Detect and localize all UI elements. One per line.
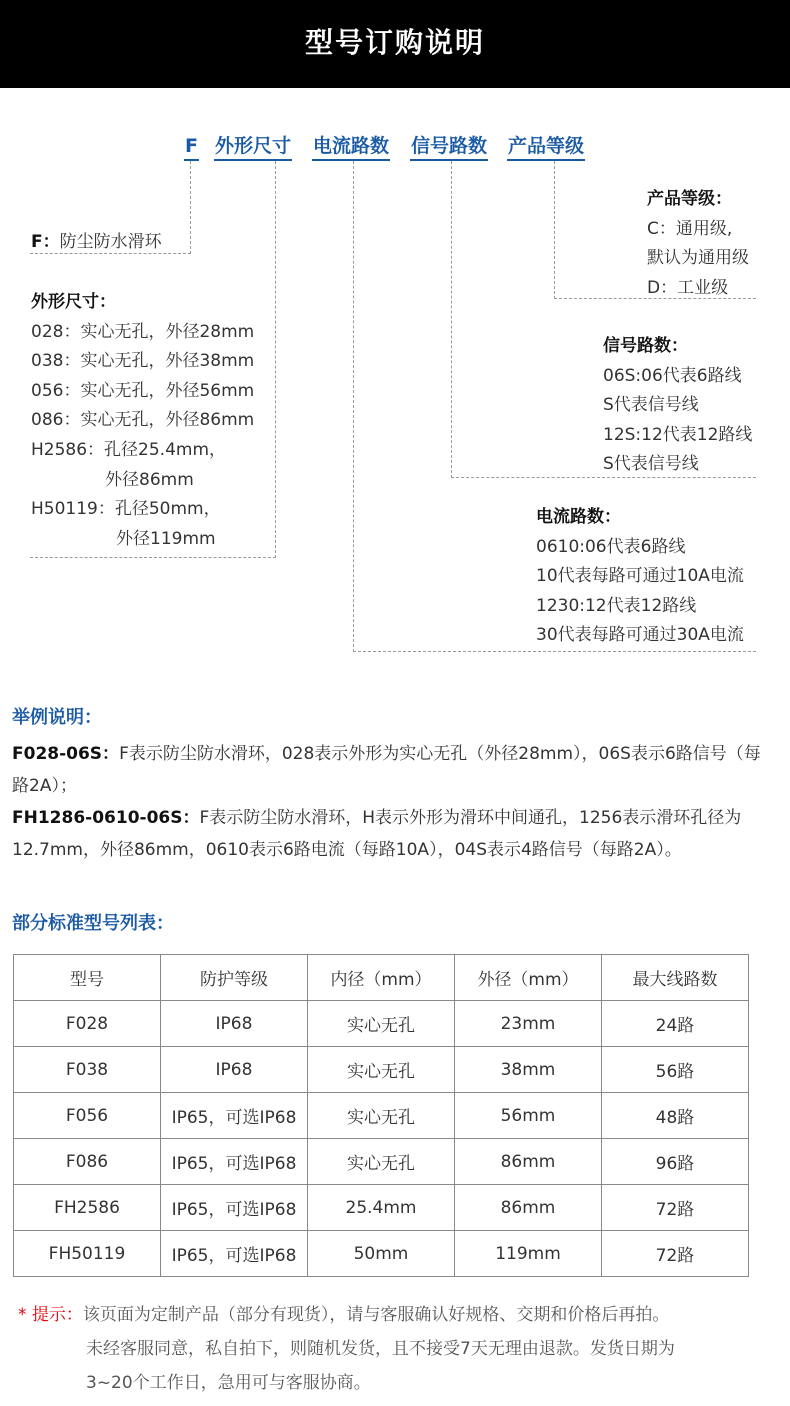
code-part-shape: 外形尺寸	[214, 135, 292, 161]
example-code: F028-06S：	[12, 744, 120, 764]
notice-line: 3~20个工作日，急用可与客服协商。	[86, 1373, 371, 1393]
table-header: 防护等级	[161, 955, 308, 1001]
code-part-current: 电流路数	[312, 135, 390, 161]
table-cell: 86mm	[455, 1185, 602, 1231]
example-item	[12, 802, 772, 866]
notice-line: 该页面为定制产品（部分有现货），请与客服确认好规格、交期和价格后再拍。	[82, 1305, 670, 1325]
table-cell: FH2586	[14, 1185, 161, 1231]
notice-label: * 提示：	[18, 1305, 83, 1325]
table-cell: IP65，可选IP68	[161, 1139, 308, 1185]
table-row	[14, 1093, 749, 1139]
current-line: 30代表每路可通过30A电流	[536, 625, 744, 646]
label-grade	[647, 185, 749, 303]
current-line: 0610:06代表6路线	[536, 536, 686, 557]
table-cell: IP68	[161, 1001, 308, 1047]
table-cell: FH50119	[14, 1231, 161, 1277]
label-grade-title: 产品等级：	[647, 189, 732, 209]
page-title: 型号订购说明	[304, 26, 485, 59]
table-cell: F086	[14, 1139, 161, 1185]
table-cell: 119mm	[455, 1231, 602, 1277]
table-cell: 50mm	[308, 1231, 455, 1277]
table-cell: 86mm	[455, 1139, 602, 1185]
table-title: 部分标准型号列表：	[12, 913, 174, 934]
signal-line: 06S:06代表6路线	[603, 365, 742, 386]
current-line: 10代表每路可通过10A电流	[536, 566, 744, 587]
label-f-text: 防尘防水滑环	[59, 232, 162, 252]
table-cell: 实心无孔	[308, 1047, 455, 1093]
table-cell: 实心无孔	[308, 1139, 455, 1185]
label-f-title: F：	[31, 232, 60, 252]
shape-line: H2586：孔径25.4mm，	[31, 439, 227, 460]
label-f	[31, 228, 162, 258]
page-header	[0, 0, 790, 88]
table-cell: 38mm	[455, 1047, 602, 1093]
shape-line: H50119：孔径50mm，	[31, 499, 221, 520]
table-row	[14, 1231, 749, 1277]
table-cell: F056	[14, 1093, 161, 1139]
shape-line: 038：实心无孔，外径38mm	[31, 351, 255, 372]
label-current	[536, 503, 744, 651]
table-cell: IP65，可选IP68	[161, 1231, 308, 1277]
example-text: F表示防尘防水滑环，028表示外形为实心无孔（外径28mm），06S表示6路信号（每路2A）；	[12, 744, 761, 796]
table-row	[14, 1001, 749, 1047]
grade-line: D：工业级	[647, 277, 729, 298]
current-line: 1230:12代表12路线	[536, 595, 697, 616]
label-signal	[603, 332, 752, 480]
table-row	[14, 1047, 749, 1093]
table-cell: F038	[14, 1047, 161, 1093]
shape-line: 外径86mm	[105, 469, 194, 490]
table-cell: 24路	[602, 1001, 749, 1047]
table-cell: 25.4mm	[308, 1185, 455, 1231]
example-item	[12, 738, 772, 802]
table-header-row	[14, 955, 749, 1001]
signal-line: S代表信号线	[603, 454, 699, 475]
table-cell: F028	[14, 1001, 161, 1047]
label-shape-title: 外形尺寸：	[31, 292, 116, 312]
table-row	[14, 1185, 749, 1231]
shape-line: 028：实心无孔，外径28mm	[31, 321, 255, 342]
example-text: F表示防尘防水滑环，H表示外形为滑环中间通孔，1256表示滑环孔径为12.7mm，外径86mm，0610表示6路电流（每路10A），04S表示4路信号（每路2A）。	[12, 808, 742, 860]
table-cell: 56路	[602, 1047, 749, 1093]
notice-line: 未经客服同意，私自拍下，则随机发货，且不接受7天无理由退款。发货日期为	[86, 1339, 675, 1359]
table-cell: 23mm	[455, 1001, 602, 1047]
table-cell: 72路	[602, 1231, 749, 1277]
table-cell: 实心无孔	[308, 1001, 455, 1047]
shape-line: 外径119mm	[116, 528, 216, 549]
code-part-grade: 产品等级	[507, 135, 585, 161]
label-signal-title: 信号路数：	[603, 336, 688, 356]
table-cell: 72路	[602, 1185, 749, 1231]
table-cell: IP68	[161, 1047, 308, 1093]
shape-line: 086：实心无孔，外径86mm	[31, 410, 255, 431]
table-cell: 实心无孔	[308, 1093, 455, 1139]
table-cell: IP65，可选IP68	[161, 1185, 308, 1231]
grade-line: C：通用级,	[647, 218, 733, 239]
table-row	[14, 1139, 749, 1185]
table-cell: 96路	[602, 1139, 749, 1185]
code-part-signal: 信号路数	[410, 135, 488, 161]
signal-line: S代表信号线	[603, 395, 699, 416]
examples-title: 举例说明：	[12, 707, 102, 728]
examples-body	[12, 738, 772, 866]
table-cell: IP65，可选IP68	[161, 1093, 308, 1139]
table-header: 外径（mm）	[455, 955, 602, 1001]
shape-line: 056：实心无孔，外径56mm	[31, 380, 255, 401]
signal-line: 12S:12代表12路线	[603, 424, 753, 445]
table-header: 内径（mm）	[308, 955, 455, 1001]
table-cell: 56mm	[455, 1093, 602, 1139]
label-current-title: 电流路数：	[536, 507, 621, 527]
example-code: FH1286-0610-06S：	[12, 808, 200, 828]
label-shape	[31, 288, 254, 554]
table-cell: 48路	[602, 1093, 749, 1139]
grade-line: 默认为通用级	[647, 248, 749, 269]
table-header: 型号	[14, 955, 161, 1001]
model-table	[13, 954, 749, 1277]
notice	[18, 1298, 778, 1400]
table-header: 最大线路数	[602, 955, 749, 1001]
code-part-f: F	[184, 135, 199, 161]
